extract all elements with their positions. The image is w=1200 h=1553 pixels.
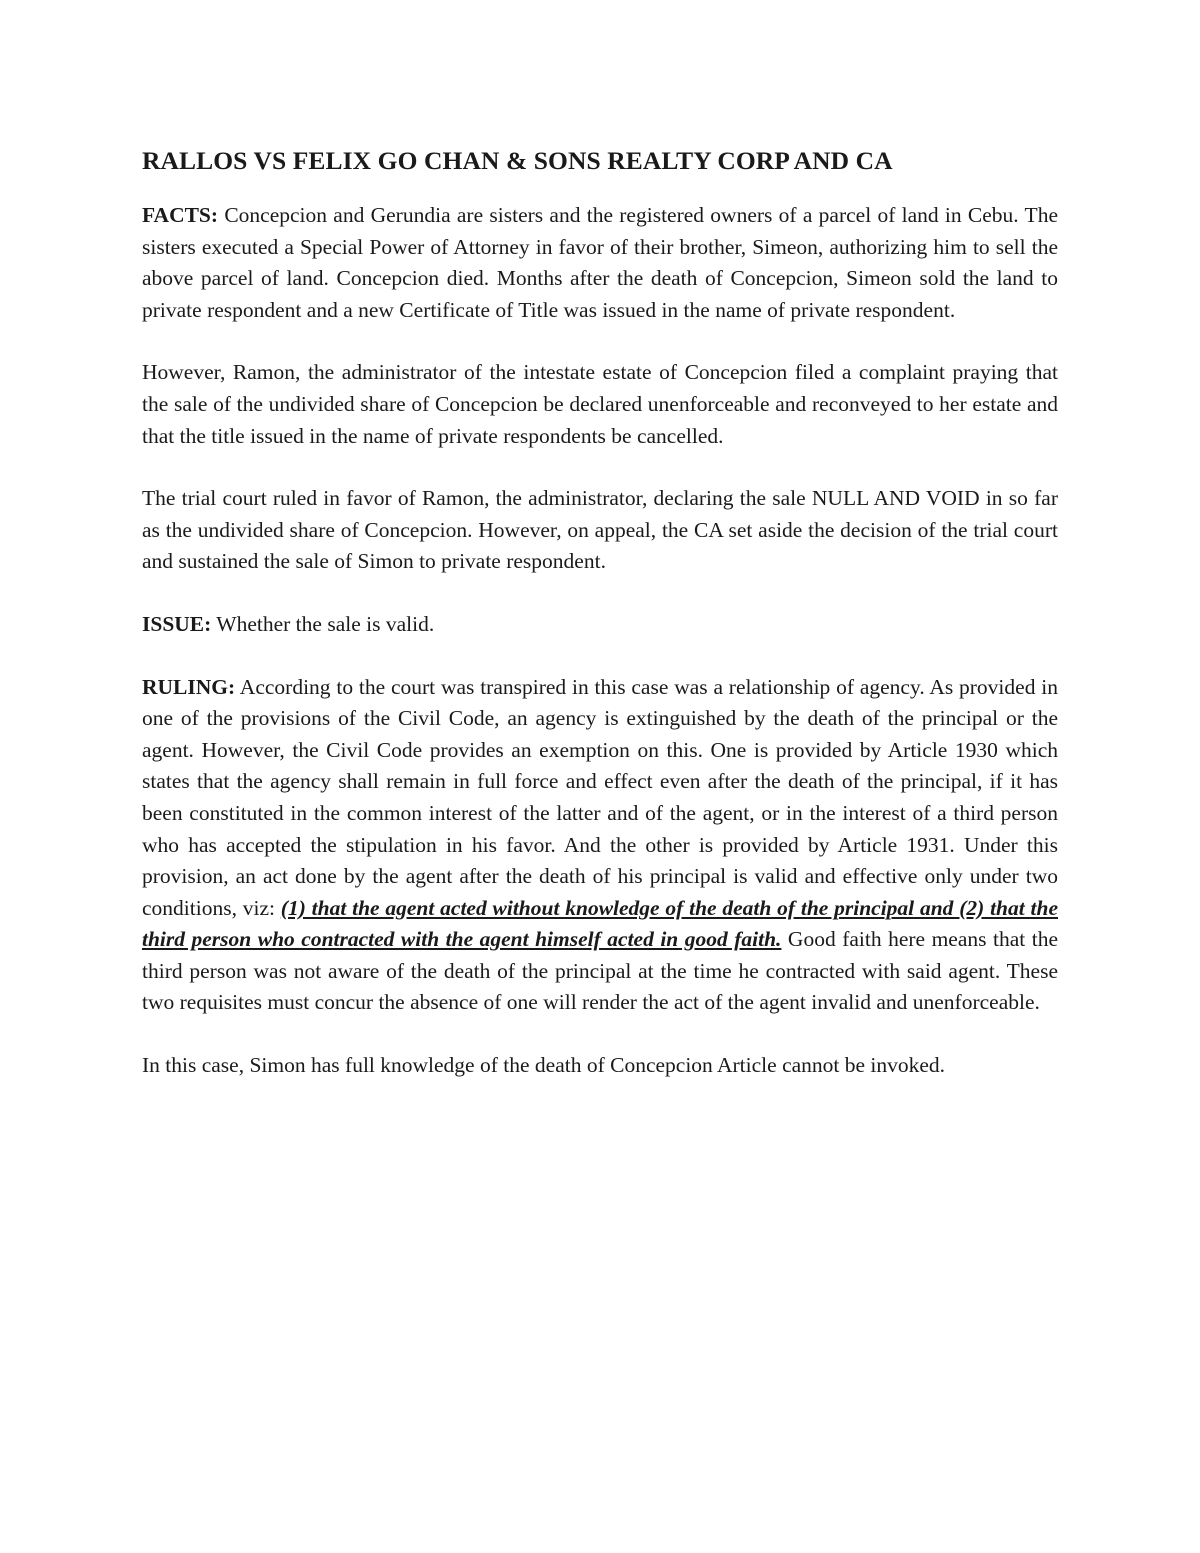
complaint-paragraph: However, Ramon, the administrator of the intestate estate of Concepcion filed a complaint praying that the sale of the undivided share of Concepcion be declared unenforceable and reconveyed to her estate and that the title issued in the name of private respondents be cancelled.	[142, 360, 1058, 448]
ruling-label: RULING:	[142, 674, 236, 699]
facts-paragraph	[142, 200, 1058, 326]
ruling-text-before: According to the court was transpired in this case was a relationship of agency. As provided in one of the provisions of the Civil Code, an agency is extinguished by the death of the principal or the agent. However, the Civil Code provides an exemption on this. One is provided by Article 1930 which states that the agency shall remain in full force and effect even after the death of the principal, if it has been constituted in the common interest of the latter and of the agent, or in the interest of a third person who has accepted the stipulation in his favor. And the other is provided by Article 1931. Under this provision, an act done by the agent after the death of his principal is valid and effective only under two conditions, viz:	[142, 674, 1058, 920]
ruling-text-after: Good faith here means that the third person was not aware of the death of the principal at the time he contracted with said agent. These two requisites must concur the absence of one will render the act of the agent invalid and unenforceable.	[142, 927, 1058, 1015]
conclusion-paragraph: In this case, Simon has full knowledge of the death of Concepcion Article cannot be invoked.	[142, 1053, 946, 1078]
ruling-emphasis: (1) that the agent acted without knowledge of the death of the principal and (2) that the third person who contracted with the agent himself acted in good faith.	[142, 895, 1058, 952]
facts-text: Concepcion and Gerundia are sisters and the registered owners of a parcel of land in Cebu. The sisters executed a Special Power of Attorney in favor of their brother, Simeon, authorizing him to sell the above parcel of land. Concepcion died. Months after the death of Concepcion, Simeon sold the land to private respondent and a new Certificate of Title was issued in the name of private respondent.	[142, 203, 1058, 322]
document-page	[142, 142, 1058, 1113]
document-title: RALLOS VS FELIX GO CHAN & SONS REALTY CORP AND CA	[142, 146, 893, 175]
issue-text: Whether the sale is valid.	[211, 611, 435, 636]
ruling-paragraph	[142, 672, 1058, 1020]
facts-label: FACTS:	[142, 203, 219, 227]
issue-paragraph	[142, 609, 1058, 641]
trial-court-paragraph: The trial court ruled in favor of Ramon, the administrator, declaring the sale NULL AND VOID in so far as the undivided share of Concepcion. However, on appeal, the CA set aside the decision of the trial court and sustained the sale of Simon to private respondent.	[142, 486, 1058, 574]
issue-label: ISSUE:	[142, 611, 212, 636]
